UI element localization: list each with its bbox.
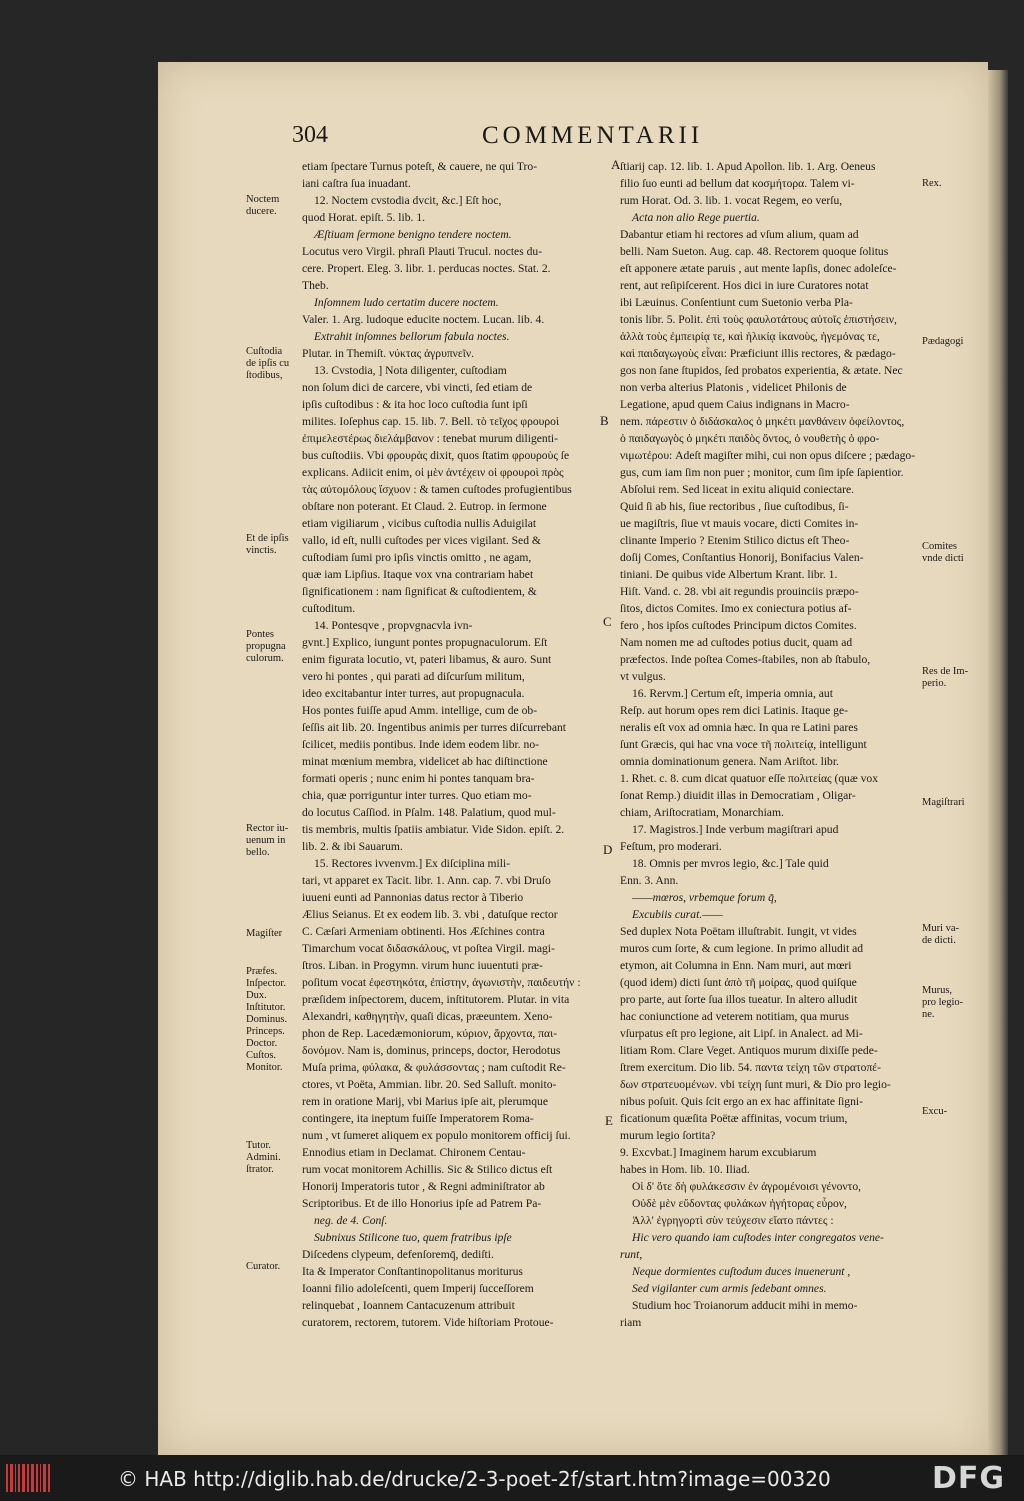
margin-note: Tutor. Admini. ſtrator. <box>246 1140 281 1175</box>
text-line: vallo, id eſt, nulli cuſtodes per vices vigilant. Sed & <box>302 534 541 547</box>
text-line: cuſtoditum. <box>302 602 356 615</box>
margin-note: Murus, pro legio- ne. <box>922 985 964 1020</box>
text-line: clinante Imperio ? Etenim Stilico dictus eſt Theo- <box>620 534 850 547</box>
text-line: Acta non alio Rege puertia. <box>632 211 760 224</box>
text-line: iani caſtra ſua inuadant. <box>302 177 411 190</box>
text-line: minat mœnium membra, videlicet ab hac diſtinctione <box>302 755 548 768</box>
text-line: explicans. Adiicit enim, οἱ μὲν ἀντέχειν οἱ φρουροὶ πρὸς <box>302 466 564 479</box>
text-line: ideo excitabantur inter turres, aut propugnacula. <box>302 687 525 700</box>
margin-note: Et de ipſis vinctis. <box>246 533 289 556</box>
margin-note: Magiſtrari <box>922 797 965 808</box>
text-line: 13. Cvstodia, ] Nota diligenter, cuſtodiam <box>314 364 507 377</box>
text-line: ἀλλὰ τοὺς ἐμπειρίᾳ τε, καὶ ἡλικίᾳ ἱκανοὺς, ἡγεμόνας τε, <box>620 330 880 343</box>
text-line: Reſp. aut horum opes rem dici Latinis. Itaque ge- <box>620 704 848 717</box>
text-line: καὶ παιδαγωγοὺς εἶναι: Præficiunt illis rectores, & pædago- <box>620 347 896 360</box>
text-line: ſtros. Liban. in Progymn. virum hunc iuuentuti præ- <box>302 959 543 972</box>
section-letter: A <box>611 157 621 172</box>
margin-note: Excu- <box>922 1106 948 1117</box>
text-line: Valer. 1. Arg. ludoque educite noctem. Lucan. lib. 4. <box>302 313 545 326</box>
page-edge <box>988 70 1008 1455</box>
text-line: etiam vigiliarum , vicibus cuſtodia nullis Aduigilat <box>302 517 537 530</box>
text-line: nem. πάρεστιν ὁ διδάσκαλος ὁ μηκέτι μανθάνειν ὀφείλοντος, <box>620 415 905 428</box>
text-line: Æſtiuam ſermone benigno tendere noctem. <box>314 228 512 241</box>
text-line: do locutus Caſſiod. in Pſalm. 148. Palatium, quod mul- <box>302 806 556 819</box>
copyright-link[interactable]: © HAB http://diglib.hab.de/drucke/2-3-poet-2f/start.htm?image=00320 <box>118 1467 831 1491</box>
text-line: Neque dormientes cuſtodum duces inuenerunt , <box>632 1265 851 1278</box>
text-line: murum legio ſortita? <box>620 1129 716 1142</box>
text-line: ſcilicet, mediis pontibus. Inde idem eodem libr. no- <box>302 738 539 751</box>
text-line: ——mœros, vrbemque forum q̄, <box>632 891 777 904</box>
text-line: Sed duplex Nota Poëtam illuſtrabit. Iungit, vt vides <box>620 925 857 938</box>
text-line: non ſolum dici de carcere, vbi vincti, ſed etiam de <box>302 381 533 394</box>
text-line: formati operis ; nunc enim hi pontes tanquam bra- <box>302 772 535 785</box>
margin-note: Magiſter <box>246 928 283 939</box>
text-line: Ennodius etiam in Declamat. Chironem Centau- <box>302 1146 526 1159</box>
text-line: ἐπιμελεστέρως διελάμβανον : tenebat murum diligenti- <box>302 432 558 445</box>
text-line: nibus poſuit. Quis ſcit ergo an ex hac affinitate ſigni- <box>620 1095 863 1108</box>
text-line: Ἀλλ' ἐγρηγορτὶ σὺν τεύχεσιν εἵατο πάντες : <box>632 1214 834 1227</box>
text-line: δων στρατευομένων. vbi τείχη ſunt muri, & Dio pro legio- <box>620 1078 891 1091</box>
margin-note: Cuſtodia de ipſis cu ſtodibus, <box>246 346 290 381</box>
text-line: ctores, vt Poëta, Ammian. libr. 20. Sed Salluſt. monito- <box>302 1078 557 1091</box>
text-line: chia, quæ porriguntur inter turres. Quo etiam mo- <box>302 789 532 802</box>
margin-note: Curator. <box>246 1261 281 1272</box>
dfg-logo: DFG <box>932 1461 1006 1496</box>
text-line: ſignificationem : nam ſignificat & cuſtodientem, & <box>302 585 537 598</box>
text-line: tari, vt apparet ex Tacit. libr. 1. Ann. cap. 7. vbi Druſo <box>302 874 551 887</box>
text-line: fero , hos ipſos cuſtodes Principum dictos Comites. <box>620 619 857 632</box>
text-line: rem in oratione Marij, vbi Marius ipſe ait, plerumque <box>302 1095 548 1108</box>
text-line: tonis libr. 5. Polit. ἐπὶ τοὺς φαυλοτάτους αὐτοῖς ἐπιστήσειν, <box>620 313 897 326</box>
text-line: litiam Rom. Clare Veget. Antiquos murum dixiſſe pede- <box>620 1044 878 1057</box>
text-line: hac coniunctione ad veterem notitiam, qua murus <box>620 1010 849 1023</box>
text-line: rum Horat. Od. 3. lib. 1. vocat Regem, eo verſu, <box>620 194 843 207</box>
text-line: δονόμον. Nam is, dominus, princeps, doctor, Herodotus <box>302 1044 561 1057</box>
text-line: ſtrem exercitum. Dio lib. 54. παντα τεἰχη τῶν στρατοπέ- <box>620 1061 882 1074</box>
text-line: 15. Rectores ivvenvm.] Ex diſciplina mili- <box>314 857 511 870</box>
text-line: pro parte, aut ſorte ſua illos tueatur. In altero alludit <box>620 993 858 1006</box>
text-line: bus cuſtodiis. Vbi φρουρὰς dixit, quos ſtatim φρουροὺς ſe <box>302 449 570 462</box>
text-line: ſeſſis ait lib. 20. Ingentibus animis per turres diſcurrebant <box>302 721 567 734</box>
text-line: Hic vero quando iam cuſtodes inter congregatos vene- <box>632 1231 884 1244</box>
margin-note: Noctem ducere. <box>246 194 280 217</box>
text-line: Extrahit inſomnes bellorum fabula noctes. <box>314 330 510 343</box>
text-line: 9. Excvbat.] Imaginem harum excubiarum <box>620 1146 817 1159</box>
text-line: Scriptoribus. Et de illo Honorius ipſe ad Patrem Pa- <box>302 1197 542 1210</box>
text-line: ſtiarij cap. 12. lib. 1. Apud Apollon. lib. 1. Arg. Oeneus <box>620 160 876 173</box>
text-line: Subnixus Stilicone tuo, quem fratribus ipſe <box>314 1231 512 1244</box>
text-line: non verba alterius Platonis , videlicet Philonis de <box>620 381 847 394</box>
text-line: runt, <box>620 1248 643 1261</box>
text-line: Studium hoc Troianorum adducit mihi in memo- <box>632 1299 858 1312</box>
text-line: Timarchum vocat διδασκάλους, vt poſtea Virgil. magi- <box>302 942 555 955</box>
text-line: Inſomnem ludo certatim ducere noctem. <box>314 296 499 309</box>
section-letter: E <box>605 1113 613 1128</box>
text-line: tiniani. De quibus vide Albertum Krant. libr. 1. <box>620 568 838 581</box>
text-line: ſitos, dictos Comites. Imo ex coniectura potius af- <box>620 602 852 615</box>
text-line: ipſis cuſtodibus : & ita hoc loco cuſtodia ſunt ipſi <box>302 398 528 411</box>
text-line: 18. Omnis per mvros legio, &c.] Tale quid <box>632 857 829 870</box>
text-line: Οἱ δ' ὅτε δὴ φυλάκεσσιν ἐν ἀγρομένοισι γένοντο, <box>632 1180 862 1193</box>
text-line: gvnt.] Explico, iungunt pontes propugnaculorum. Eſt <box>302 636 548 649</box>
text-line: Legatione, apud quem Caius indignans in Macro- <box>620 398 850 411</box>
text-line: quod Horat. epiſt. 5. lib. 1. <box>302 211 426 224</box>
text-line: cere. Propert. Eleg. 3. libr. 1. perducas noctes. Stat. 2. <box>302 262 551 275</box>
text-line: ſunt Græcis, qui hac vna voce τῆ πολιτείᾳ, intelligunt <box>620 738 867 751</box>
text-line: Honorij Imperatoris tutor , & Regni adminiſtrator ab <box>302 1180 545 1193</box>
text-line: 16. Rervm.] Certum eſt, imperia omnia, aut <box>632 687 833 700</box>
text-line: contingere, ita ineptum fuiſſe Imperatorem Roma- <box>302 1112 534 1125</box>
text-line: gos non ſane ſtupidos, ſed probatos experientia, & ætate. Nec <box>620 364 903 377</box>
text-line: Ita & Imperator Conſtantinopolitanus moriturus <box>302 1265 523 1278</box>
text-line: Enn. 3. Ann. <box>620 874 679 887</box>
text-line: τὰς αὐτομόλους ἴσχυον : & tamen cuſtodes profugientibus <box>302 483 572 496</box>
text-line: vero hi pontes , qui parati ad diſcurſum militum, <box>302 670 525 683</box>
text-line: eſt apponere ætate paruis , aut mente lapſis, donec adoleſce- <box>620 262 897 275</box>
hab-barcode-icon <box>6 1464 50 1492</box>
text-line: 14. Pontesqve , propvgnacvla ivn- <box>314 619 473 632</box>
text-line: tis membris, multis ſpatiis ambiatur. Vide Sidon. epiſt. 2. <box>302 823 565 836</box>
viewer-footer <box>0 1455 1024 1501</box>
text-line: belli. Nam Sueton. Aug. cap. 48. Rectorem quoque ſolitus <box>620 245 889 258</box>
margin-note: Præfes. Inſpector. Dux. Inſtitutor. Dominus. Princeps. Doctor. Cuſtos. Monitor. <box>246 966 288 1073</box>
text-line: (quod idem) dicti ſunt ἀπὸ τῆ μοίρας, quod quiſque <box>620 976 857 989</box>
text-line: ue magiſtris, ſiue vt mauis vocare, dicti Comites in- <box>620 517 859 530</box>
running-title: COMMENTARII <box>482 122 704 149</box>
margin-note: Rex. <box>922 178 942 189</box>
section-letter: C <box>603 614 612 629</box>
section-letter: B <box>600 413 609 428</box>
text-line: filio ſuo eunti ad bellum dat κοσμήτορα. Talem vi- <box>620 177 855 190</box>
text-line: poſitum vocat ἐφεστηκότα, ἐπίστην, ἀγωνιστὴν, παιδευτήν : <box>302 976 581 989</box>
text-line: Excubiis curat.—— <box>632 908 723 921</box>
text-line: rent, aut reſipiſcerent. Hos dici in iure Curatores notat <box>620 279 869 292</box>
text-line: Hiſt. Vand. c. 28. vbi ait regundis prouinciis præpo- <box>620 585 859 598</box>
text-line: Hos pontes fuiſſe apud Amm. intellige, cum de ob- <box>302 704 538 717</box>
text-line: lib. 2. & ibi Sauarum. <box>302 840 403 853</box>
text-line: 12. Noctem cvstodia dvcit, &c.] Eſt hoc, <box>314 194 502 207</box>
page-header <box>292 122 742 156</box>
text-line: Diſcedens clypeum, defenſoremq̄, dediſti. <box>302 1248 494 1261</box>
text-line: Ælius Seianus. Et ex eodem lib. 3. vbi , datuſque rector <box>302 908 558 921</box>
text-line: vt vulgus. <box>620 670 666 683</box>
text-line: vſurpatus eſt pro legione, ait Lipſ. in Analect. ad Mi- <box>620 1027 863 1040</box>
right-text-column <box>620 158 920 1331</box>
text-line: Alexandri, καθηγητὴν, quaſi dicas, præeuntem. Xeno- <box>302 1010 553 1023</box>
text-line: neg. de 4. Conſ. <box>314 1214 388 1227</box>
text-line: riam <box>620 1316 642 1329</box>
text-line: etiam ſpectare Turnus poteſt, & cauere, ne qui Tro- <box>302 160 538 173</box>
text-line: omnia dominationum genera. Nam Ariſtot. libr. <box>620 755 839 768</box>
text-line: cuſtodiam ſumi pro ipſis vinctis omitto , ne agam, <box>302 551 532 564</box>
text-line: præfectos. Inde poſtea Comes-ſtabiles, non ab ſtabulo, <box>620 653 871 666</box>
text-line: doſij Comes, Conſtantius Honorij, Bonifacius Valen- <box>620 551 864 564</box>
text-line: relinquebat , Ioannem Cantacuzenum attribuit <box>302 1299 515 1312</box>
page-number: 304 <box>292 122 328 148</box>
margin-note: Pædagogi <box>922 336 964 347</box>
text-line: num , vt ſumeret aliquem ex populo monitorem officij ſui. <box>302 1129 571 1142</box>
text-line: Muſa prima, φύλακα, & φυλάσσοντας ; nam cuſtodit Re- <box>302 1061 566 1074</box>
text-line: Abſolui rem. Sed liceat in exitu aliquid coniectare. <box>620 483 855 496</box>
text-line: Οὐδὲ μὲν εὕδοντας φυλάκων ἡγήτορας εὗρον, <box>632 1197 847 1210</box>
text-line: C. Cæſari Armeniam obtinenti. Hos Æſchines contra <box>302 925 545 938</box>
text-line: etymon, ait Columna in Enn. Nam muri, aut mœri <box>620 959 852 972</box>
text-line: Dabantur etiam hi rectores ad vſum alium, quam ad <box>620 228 859 241</box>
text-line: Ioanni filio adoleſcenti, quem Imperij ſucceſſorem <box>302 1282 534 1295</box>
text-line: Quid ſi ab his, ſiue rectoribus , ſiue cuſtodibus, ſi- <box>620 500 849 513</box>
text-line: habes in Hom. lib. 10. Iliad. <box>620 1163 750 1176</box>
text-line: gus, cum iam ſim non puer ; monitor, cum ſim ipſe ſapientior. <box>620 466 904 479</box>
text-line: obſtare non poterant. Et Claud. 2. Eutrop. in ſermone <box>302 500 547 513</box>
text-line: 1. Rhet. c. 8. cum dicat quatuor eſſe πολιτείας (quæ vox <box>620 772 878 785</box>
text-line: ſonat Remp.) diuidit illas in Democratiam , Oligar- <box>620 789 856 802</box>
text-line: quæ iam Lipſius. Itaque vox vna contrariam habet <box>302 568 534 581</box>
text-line: rum vocat monitorem Achillis. Sic & Stilico dictus eſt <box>302 1163 553 1176</box>
text-line: ibi Læuinus. Conſentiunt cum Suetonio verba Pla- <box>620 296 853 309</box>
section-letter: D <box>603 842 613 857</box>
text-line: ficationum quæſita Poëtæ affinitas, vocum trium, <box>620 1112 848 1125</box>
text-line: milites. Ioſephus cap. 15. lib. 7. Bell. τὸ τεῖχος φρουροὶ <box>302 415 560 428</box>
text-line: curatorem, rectorem, tutorem. Vide hiſtoriam Protoue- <box>302 1316 554 1329</box>
text-line: Theb. <box>302 279 329 292</box>
left-text-column <box>302 158 608 1331</box>
text-line: Feſtum, pro moderari. <box>620 840 722 853</box>
margin-note: Muri va- de dicti. <box>922 923 960 946</box>
margin-note: Rector iu- uenum in bello. <box>246 823 289 858</box>
text-line: phon de Rep. Lacedæmoniorum, κύριον, ἄρχοντα, παι- <box>302 1027 558 1040</box>
text-line: ὁ παιδαγωγὸς ὁ μηκέτι παιδὸς ὄντος, ὁ νουθετὴς ὁ φρο- <box>620 432 880 445</box>
text-line: præſidem inſpectorem, ducem, inſtitutorem. Plutar. in vita <box>302 993 570 1006</box>
text-line: chiam, Ariſtocratiam, Monarchiam. <box>620 806 784 819</box>
margin-note: Pontes propugna culorum. <box>246 629 286 664</box>
text-line: iuueni eunti ad Pannonias datus rector à Tiberio <box>302 891 524 904</box>
text-line: muros cum ſorte, & cum legione. In primo alludit ad <box>620 942 864 955</box>
text-line: Sed vigilanter cum armis ſedebant omnes. <box>632 1282 827 1295</box>
text-line: Plutar. in Themiſt. νύκτας ἀγρυπνεῖν. <box>302 347 475 360</box>
text-line: neralis eſt vox ad omnia hæc. In qua re Latini pares <box>620 721 858 734</box>
text-line: Nam nomen me ad cuſtodes potius ducit, quam ad <box>620 636 853 649</box>
text-line: νιμωτέρου: Adeſt magiſter mihi, cui non opus diſcere ; pædago- <box>620 449 916 462</box>
margin-note: Res de Im- perio. <box>922 666 969 689</box>
text-line: Locutus vero Virgil. phraſi Plauti Trucul. noctes du- <box>302 245 543 258</box>
text-line: enim figurata locutio, vt, pateri libamus, & auro. Sunt <box>302 653 552 666</box>
text-line: 17. Magistros.] Inde verbum magiſtrari apud <box>632 823 839 836</box>
margin-note: Comites vnde dicti <box>922 541 964 564</box>
